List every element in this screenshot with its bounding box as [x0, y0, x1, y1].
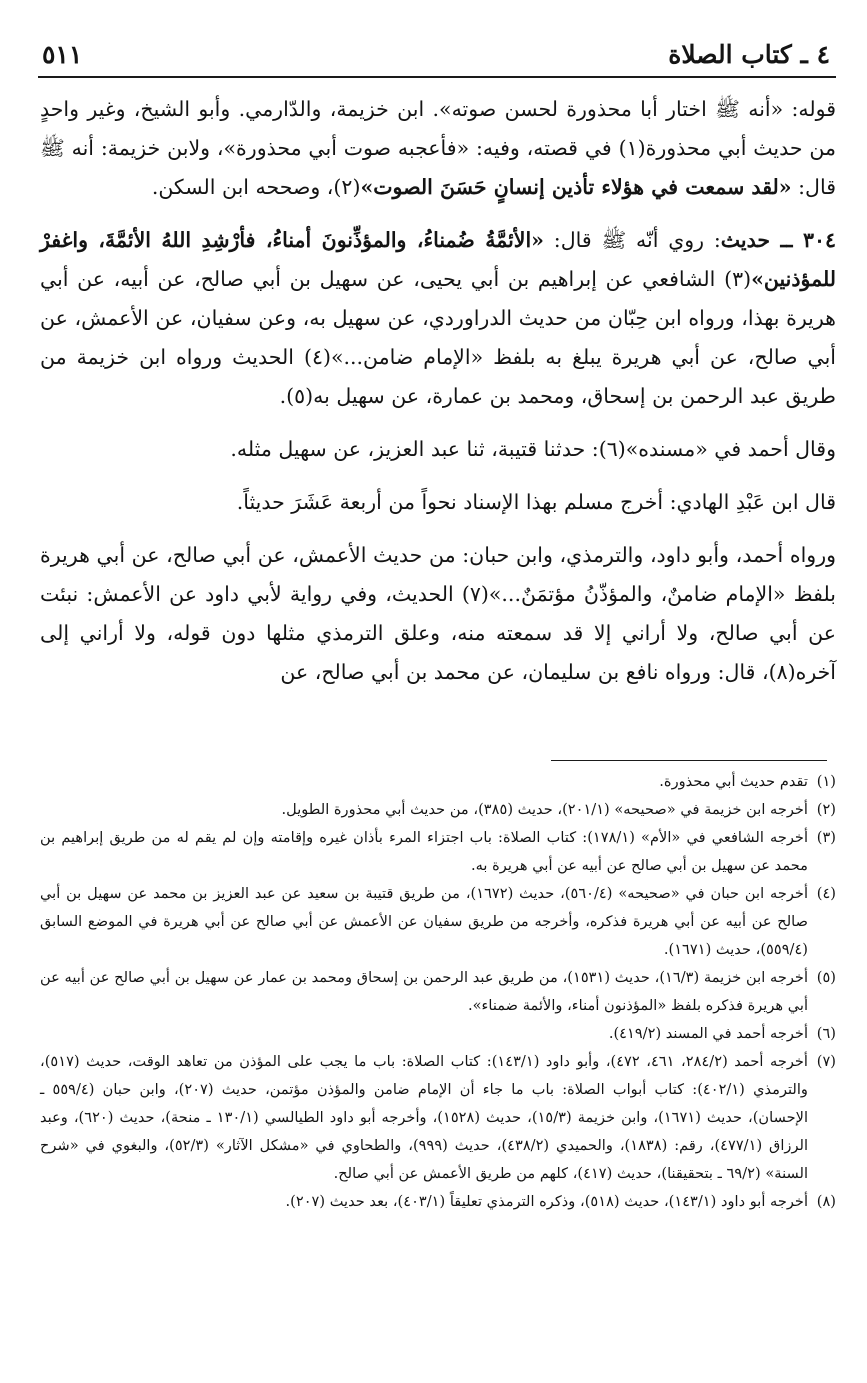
- footnote-number: (٢): [816, 801, 836, 818]
- text-segment: .: [279, 384, 287, 408]
- footnote: [40, 796, 836, 824]
- text-segment: : روي أنّه ﷺ قال:: [543, 228, 721, 252]
- text-segment: (٧): [461, 582, 489, 606]
- text-segment: (٣): [724, 267, 752, 291]
- footnote-separator: [551, 760, 827, 761]
- footnote-text: أخرجه أحمد في المسند (٤١٩/٢).: [608, 1025, 808, 1042]
- footnote-text: أخرجه الشافعي في «الأم» (١٧٨/١): كتاب الصلاة: باب اجتزاء المرء بأذان غيره وإقامته وإن لم يقم له من طريق إبراهيم بن محمد عن سهيل بن أبي صالح عن أبيه عن أبي هريرة به.: [40, 829, 808, 874]
- main-text: [40, 90, 836, 706]
- text-segment: (٥): [286, 384, 314, 408]
- footnote-text: أخرجه ابن حبان في «صحيحه» (٥٦٠/٤)، حديث (١٦٧٢)، من طريق قتيبة بن سعيد عن عبد العزيز بن محمد عن سهيل بن أبي صالح عن أبيه عن أبي هريرة فذكره، وأخرجه من طريق سفيان عن الأعمش عن أبي صالح عن أبي هريرة في الموضع السابق (٥٥٩/٤)، حديث (١٦٧١).: [40, 885, 808, 958]
- footnote-number: (٨): [816, 1193, 836, 1210]
- text-segment: الحديث، وفي رواية لأبي داود عن الأعمش: نبئت عن أبي صالح، ولا أراني إلا قد سمعته منه، وعلق الترمذي مثلها دون قوله، ولا أراني إلى آخره: [40, 582, 836, 684]
- footnote: [40, 1048, 836, 1188]
- footnote: [40, 824, 836, 880]
- footnote-text: أخرجه أبو داود (١٤٣/١)، حديث (٥١٨)، وذكره الترمذي تعليقاً (٤٠٣/١)، بعد حديث (٢٠٧).: [285, 1193, 808, 1210]
- footnote-number: (٣): [816, 829, 836, 846]
- text-segment: ، وصححه ابن السكن.: [151, 175, 334, 199]
- text-segment: (٤): [303, 345, 331, 369]
- paragraph: [40, 430, 836, 469]
- text-segment: ، قال: ورواه نافع بن سليمان، عن محمد بن أبي صالح، عن: [280, 660, 769, 684]
- footnotes: [40, 768, 836, 1216]
- text-segment: (٨): [768, 660, 796, 684]
- text-segment: (٦): [598, 437, 626, 461]
- footnote-text: أخرجه ابن خزيمة (١٦/٣)، حديث (١٥٣١)، من طريق عبد الرحمن بن إسحاق ومحمد بن عمار عن سهيل بن أبي صالح عن أبيه عن أبي هريرة فذكره بلفظ «المؤذنون أمناء، والأئمة ضمناء».: [40, 969, 808, 1014]
- text-segment: : حدثنا قتيبة، ثنا عبد العزيز، عن سهيل مثله.: [230, 437, 599, 461]
- footnote-number: (٦): [816, 1025, 836, 1042]
- paragraph: [40, 536, 836, 692]
- text-segment: قال ابن عَبْدِ الهادي: أخرج مسلم بهذا الإسناد نحواً من أربعة عَشَرَ حديثاً.: [236, 490, 836, 514]
- paragraph: [40, 483, 836, 522]
- footnote-number: (٤): [816, 885, 836, 902]
- footnote: [40, 880, 836, 964]
- paragraph: [40, 90, 836, 207]
- footnote-text: أخرجه أحمد (٢٨٤/٢، ٤٦١، ٤٧٢)، وأبو داود (١٤٣/١): كتاب الصلاة: باب ما يجب على المؤذن من تعاهد الوقت، حديث (٥١٧)، والترمذي (٤٠٢/١): كتاب أبواب الصلاة: باب ما جاء أن الإمام ضامن والمؤذن مؤتمن، حديث (٢٠٧)، وابن حبان (٥٥٩/٤ ـ الإحسان)، حديث (١٦٧١)، وابن خزيمة (١٥/٣)، حديث (١٥٢٨)، وأخرجه أبو داود الطيالسي (١٣٠/١ ـ منحة)، حديث (٦٢٠)، وعبد الرزاق (٤٧٧/١)، رقم: (١٨٣٨)، والحميدي (٤٣٨/٢)، حديث (٩٩٩)، والطحاوي في «مشكل الآثار» (٥٢/٣)، والبغوي في «شرح السنة» (٦٩/٢ ـ بتحقيقنا)، حديث (٤١٧)، كلهم من طريق الأعمش عن أبي صالح.: [40, 1053, 809, 1182]
- text-segment: الشافعي عن إبراهيم بن أبي يحيى، عن سهيل بن أبي صالح، عن أبيه، عن أبي هريرة بهذا، ورواه ابن حِبّان من حديث الدراوردي، عن سهيل به، وعن سفيان، عن الأعمش، عن أبي صالح، عن أبي هريرة يبلغ به بلفظ «الإمام ضامن...»: [40, 267, 836, 369]
- bold-text: «لقد سمعت في هؤلاء تأذين إنسانٍ حَسَنَ الصوت»: [360, 175, 792, 199]
- bold-text: «الأئمَّةُ ضُمناءُ، والمؤذِّنونَ أمناءُ، فأرْشِدِ اللهُ الأئمَّةَ، واغفرْ للمؤذنين»: [40, 228, 836, 291]
- footnote: [40, 768, 836, 796]
- text-segment: (٢): [333, 175, 361, 199]
- paragraph: [40, 221, 836, 416]
- footnote-number: (٧): [816, 1053, 836, 1070]
- footnote: [40, 1188, 836, 1216]
- footnote: [40, 1020, 836, 1048]
- chapter-title: ٤ ـ كتاب الصلاة: [668, 40, 830, 69]
- footnote-text: تقدم حديث أبي محذورة.: [659, 773, 808, 790]
- page-number: ٥١١: [42, 40, 83, 69]
- bold-text: ٣٠٤ ــ حديث: [720, 228, 836, 252]
- footnote-text: أخرجه ابن خزيمة في «صحيحه» (٢٠١/١)، حديث (٣٨٥)، من حديث أبي محذورة الطويل.: [281, 801, 808, 818]
- footnote: [40, 964, 836, 1020]
- text-segment: (١): [618, 136, 646, 160]
- text-segment: وقال أحمد في «مسنده»: [625, 437, 836, 461]
- text-segment: قوله: «أنه ﷺ اختار أبا محذورة لحسن صوته». ابن خزيمة، والدّارمي. وأبو الشيخ، وغير واحدٍ من حديث أبي محذورة: [40, 97, 836, 160]
- page-header: [38, 38, 836, 78]
- text-segment: ورواه أحمد، وأبو داود، والترمذي، وابن حبان: من حديث الأعمش، عن أبي صالح، عن أبي هريرة بلفظ «الإمام ضامنٌ، والمؤذّنُ مؤتمَنٌ...»: [40, 543, 836, 606]
- header-rule: [38, 76, 836, 78]
- text-segment: الحديث ورواه ابن خزيمة من طريق عبد الرحمن بن إسحاق، ومحمد بن عمارة، عن سهيل به: [40, 345, 836, 408]
- text-segment: في قصته، وفيه: «فأعجبه صوت أبي محذورة»، ولابن خزيمة: أنه ﷺ قال:: [40, 136, 836, 199]
- footnote-number: (١): [816, 773, 836, 790]
- footnote-number: (٥): [816, 969, 836, 986]
